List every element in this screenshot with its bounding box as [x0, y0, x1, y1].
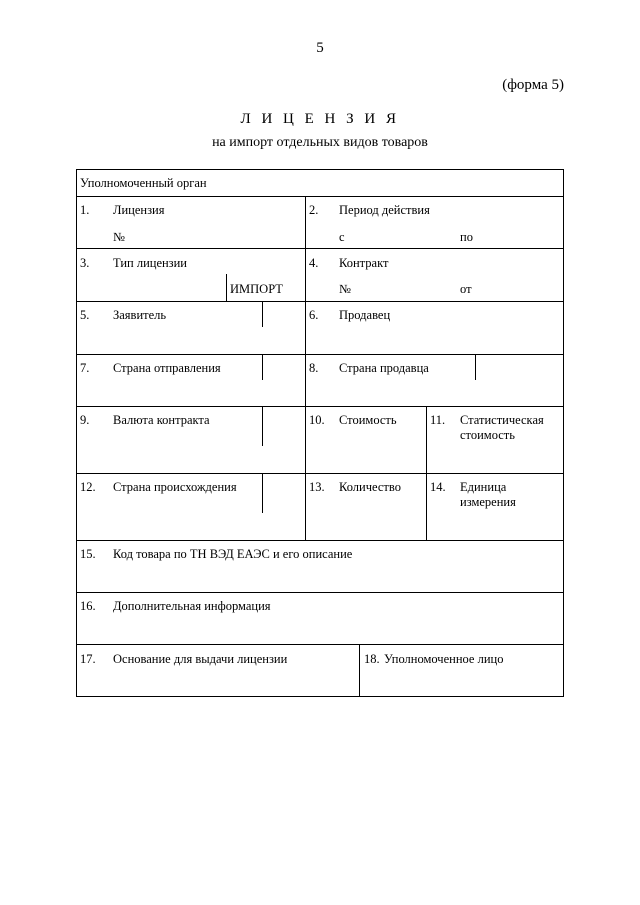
field-1-number: 1.: [80, 203, 90, 217]
field-4-number: 4.: [309, 256, 319, 270]
row-divider: [76, 473, 564, 474]
column-divider: [426, 406, 427, 540]
field-tick: [262, 301, 263, 327]
field-2-label: Период действия: [339, 203, 430, 217]
page-subtitle: на импорт отдельных видов товаров: [212, 135, 428, 150]
field-tick: [262, 473, 263, 513]
field-3-number: 3.: [80, 256, 90, 270]
table-border-bottom: [76, 696, 564, 697]
field-6-label: Продавец: [339, 308, 391, 322]
row-divider: [76, 406, 564, 407]
field-6-number: 6.: [309, 308, 319, 322]
field-10-label: Стоимость: [339, 413, 397, 427]
field-4-date: от: [460, 282, 472, 296]
row-divider: [76, 354, 564, 355]
field-5-number: 5.: [80, 308, 90, 322]
field-18-number: 18.: [364, 652, 380, 666]
page-title: Л И Ц Е Н З И Я: [240, 111, 400, 127]
field-2-number: 2.: [309, 203, 319, 217]
field-14-label: Единица измерения: [460, 480, 516, 509]
field-5-label: Заявитель: [113, 308, 167, 322]
field-16-label: Дополнительная информация: [113, 599, 271, 613]
field-12-label: Страна происхождения: [113, 480, 237, 494]
field-17-label: Основание для выдачи лицензии: [113, 652, 288, 666]
field-4-number-sign: №: [339, 282, 351, 296]
field-12-number: 12.: [80, 480, 96, 494]
field-tick: [262, 406, 263, 446]
field-3-label: Тип лицензии: [113, 256, 187, 270]
field-tick: [262, 354, 263, 380]
page-number: 5: [316, 40, 324, 56]
field-3-value: ИМПОРТ: [230, 282, 283, 296]
column-divider: [305, 196, 306, 540]
field-13-label: Количество: [339, 480, 401, 494]
row-divider: [76, 644, 564, 645]
field-9-label: Валюта контракта: [113, 413, 210, 427]
form-number: (форма 5): [502, 77, 564, 93]
field-2-from: с: [339, 230, 345, 244]
table-border-top: [76, 169, 564, 170]
column-divider: [359, 644, 360, 696]
row-divider: [76, 301, 564, 302]
field-8-label: Страна продавца: [339, 361, 429, 375]
field-13-number: 13.: [309, 480, 325, 494]
field-16-number: 16.: [80, 599, 96, 613]
field-9-number: 9.: [80, 413, 90, 427]
field-7-number: 7.: [80, 361, 90, 375]
row-divider: [76, 248, 564, 249]
field-15-number: 15.: [80, 547, 96, 561]
row-divider: [76, 540, 564, 541]
row-divider: [76, 196, 564, 197]
field-17-number: 17.: [80, 652, 96, 666]
row-divider: [76, 592, 564, 593]
field-11-label: Статистическая стоимость: [460, 413, 544, 442]
field-15-label: Код товара по ТН ВЭД ЕАЭС и его описание: [113, 547, 353, 561]
field-8-number: 8.: [309, 361, 319, 375]
field-tick: [226, 274, 227, 301]
field-10-number: 10.: [309, 413, 325, 427]
field-1-number-sign: №: [113, 230, 125, 244]
field-tick: [475, 354, 476, 380]
field-14-number: 14.: [430, 480, 446, 494]
field-11-number: 11.: [430, 413, 446, 427]
field-2-to: по: [460, 230, 473, 244]
field-1-label: Лицензия: [113, 203, 165, 217]
field-18-label: Уполномоченное лицо: [384, 652, 504, 666]
field-7-label: Страна отправления: [113, 361, 221, 375]
field-4-label: Контракт: [339, 256, 389, 270]
authority-label: Уполномоченный орган: [80, 176, 207, 190]
